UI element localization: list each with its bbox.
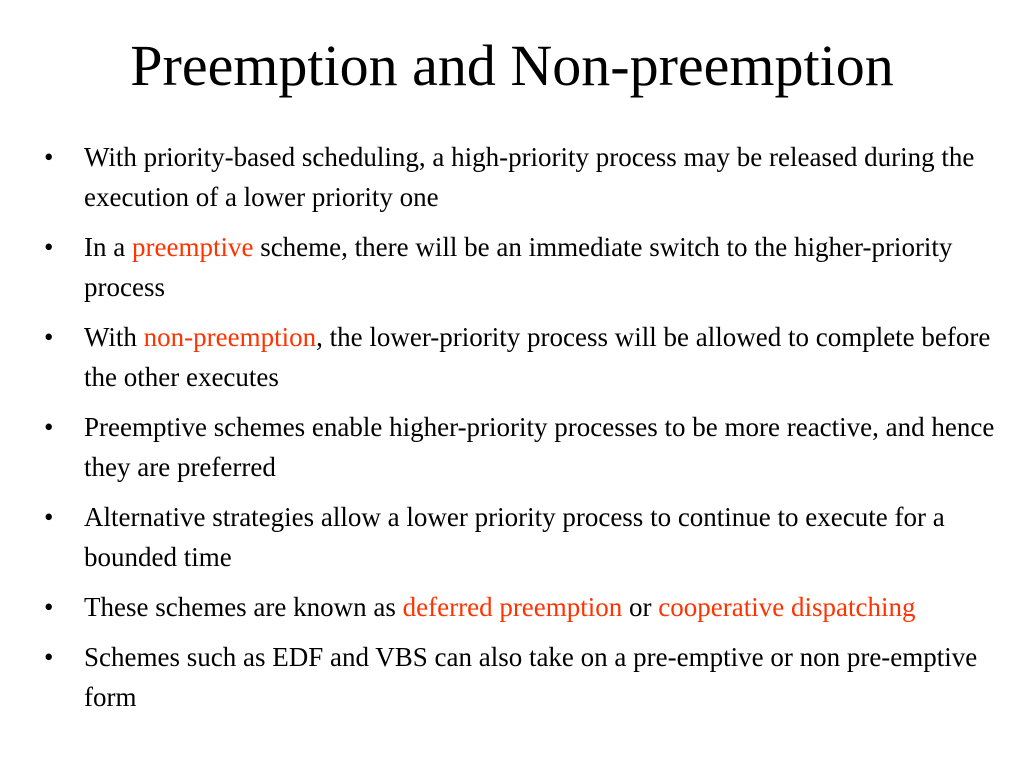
bullet-text [84, 502, 945, 572]
bullet-text [84, 322, 990, 392]
bullet-segment: scheme, there will be an immediate switch to the higher-priority process [84, 232, 953, 302]
bullet-item [40, 637, 1000, 717]
bullet-dot-icon: • [44, 502, 54, 532]
bullet-dot-icon: • [44, 232, 54, 262]
bullet-segment: In a [84, 232, 132, 262]
bullet-item [40, 587, 1000, 627]
bullet-segment: Schemes such as EDF and VBS can also take on a pre-emptive or non pre-emptive form [84, 642, 978, 712]
highlight-term: cooperative dispatching [658, 592, 916, 622]
bullet-segment: Alternative strategies allow a lower priority process to continue to execute for a bounded time [84, 502, 945, 572]
bullet-text [84, 642, 977, 712]
bullet-list [40, 137, 1000, 727]
bullet-text [84, 592, 915, 622]
bullet-dot-icon: • [44, 592, 54, 622]
highlight-term: non-preemption [143, 322, 317, 352]
slide-title: Preemption and Non-preemption [130, 33, 894, 98]
bullet-item [40, 317, 1000, 397]
bullet-segment: , the lower-priority process will be allowed to complete before the other executes [84, 322, 991, 392]
bullet-dot-icon: • [44, 322, 54, 352]
bullet-text [84, 412, 994, 482]
bullet-segment: With priority-based scheduling, a high-priority process may be released during the execution of a lower priority one [84, 142, 975, 212]
bullet-item [40, 497, 1000, 577]
bullet-item [40, 407, 1000, 487]
bullet-text [84, 142, 974, 212]
bullet-item [40, 137, 1000, 217]
bullet-text [84, 232, 952, 302]
bullet-dot-icon: • [44, 642, 54, 672]
bullet-segment: Preemptive schemes enable higher-priority processes to be more reactive, and hence they are preferred [84, 412, 995, 482]
bullet-dot-icon: • [44, 412, 54, 442]
bullet-segment: With [84, 322, 144, 352]
bullet-item [40, 227, 1000, 307]
bullet-segment: These schemes are known as [84, 592, 403, 622]
highlight-term: preemptive [131, 232, 254, 262]
bullet-segment: or [622, 592, 659, 622]
bullet-dot-icon: • [44, 142, 54, 172]
highlight-term: deferred preemption [402, 592, 623, 622]
